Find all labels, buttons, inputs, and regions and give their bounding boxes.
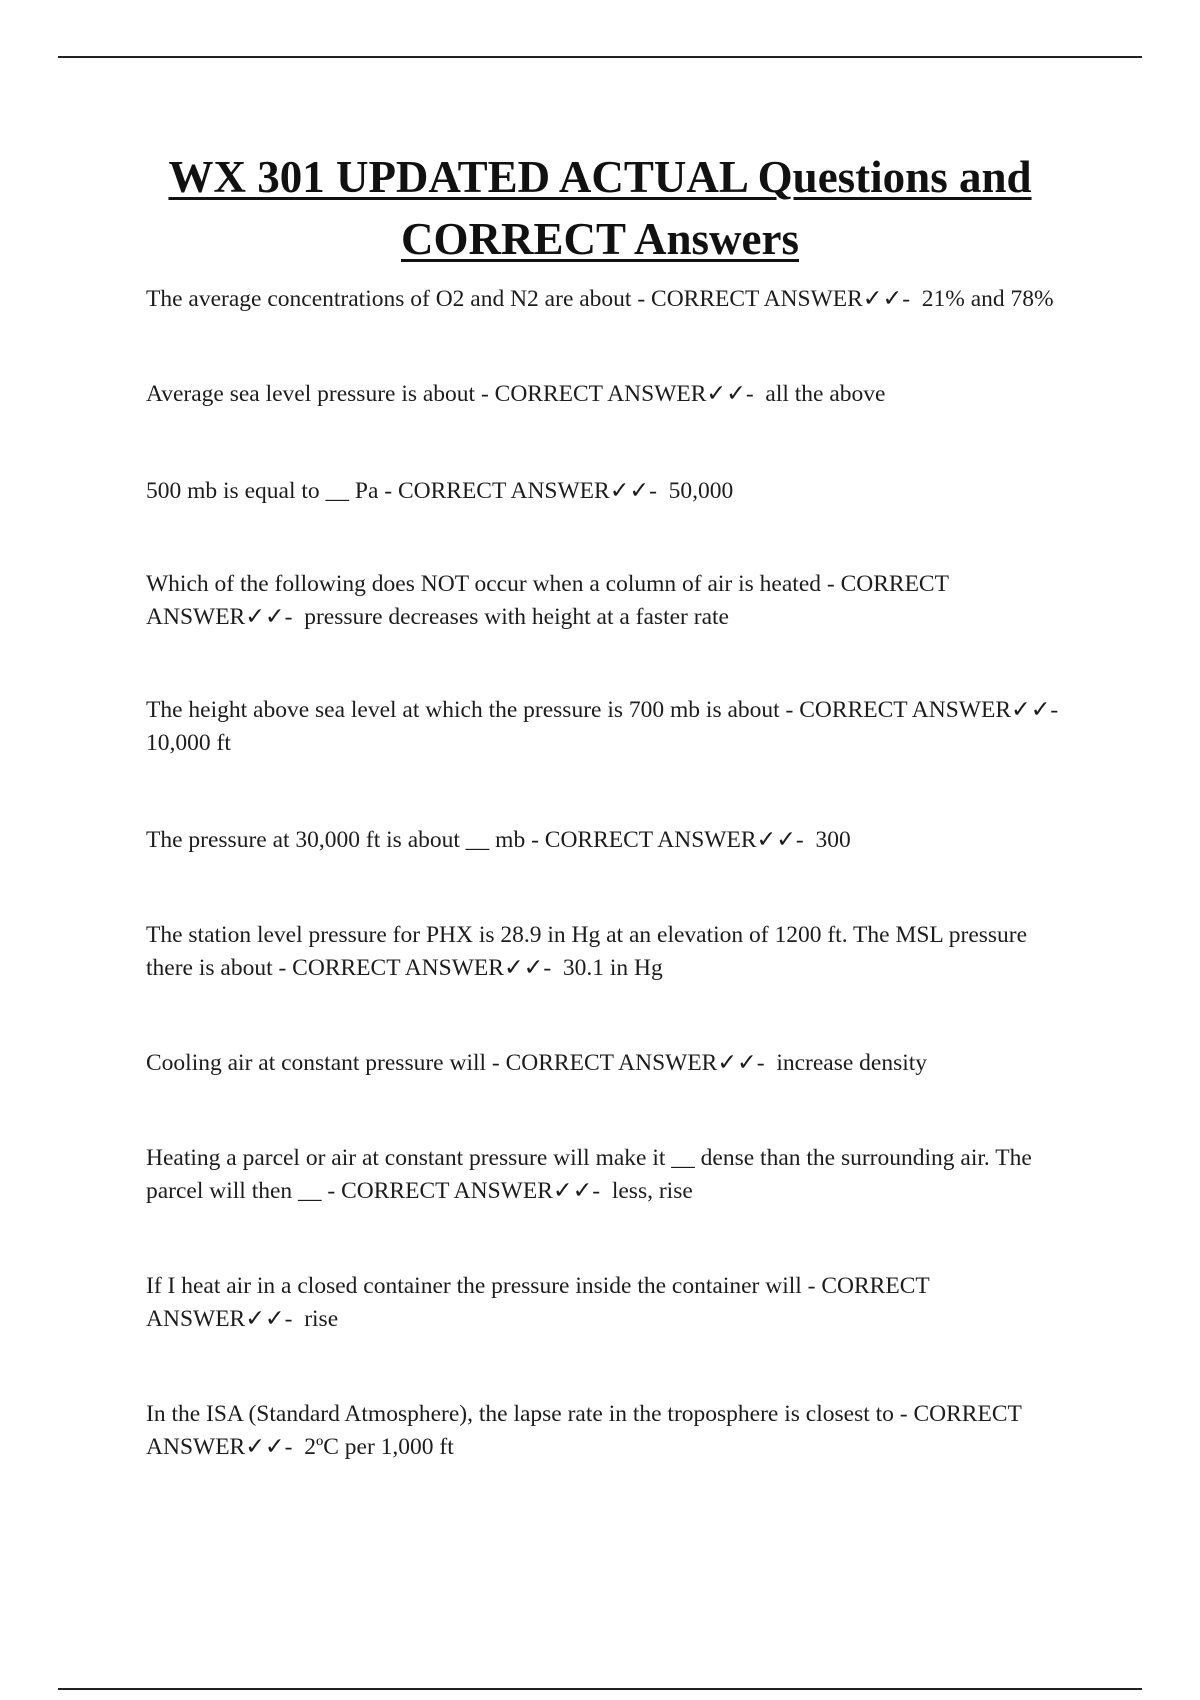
answer-text: - increase density: [756, 1050, 928, 1076]
check-marks-icon: ✓✓: [245, 1306, 285, 1332]
qa-item: [146, 1047, 1066, 1080]
check-marks-icon: ✓✓: [503, 955, 544, 981]
question-text: Cooling air at constant pressure will - CORRECT ANSWER: [146, 1050, 718, 1076]
answer-text: - 30.1 in Hg: [543, 955, 663, 981]
question-text: The height above sea level at which the pressure is 700 mb is about - CORRECT ANSWER: [146, 697, 1012, 723]
qa-list: [146, 283, 1070, 1464]
check-marks-icon: ✓✓: [717, 1050, 757, 1076]
question-text: The station level pressure for PHX is 28.9 in Hg at an elevation of 1200 ft. The MSL pressure there is about - CORRECT ANSWER: [146, 922, 1028, 981]
check-marks-icon: ✓✓: [706, 381, 746, 407]
check-marks-icon: ✓✓: [756, 827, 796, 853]
qa-item: [146, 1270, 1066, 1336]
answer-text: - 300: [795, 827, 851, 853]
question-text: Heating a parcel or air at constant pressure will make it __ dense than the surrounding air. The parcel will then __ - CORRECT ANSWER: [146, 1145, 1032, 1204]
top-rule: [58, 56, 1142, 58]
qa-item: [146, 694, 1070, 760]
qa-item: [146, 475, 1066, 508]
answer-text: - rise: [284, 1306, 339, 1332]
check-marks-icon: ✓✓: [1011, 697, 1051, 723]
answer-text: - 10,000 ft: [146, 697, 1070, 756]
bottom-rule: [58, 1688, 1142, 1690]
question-text: The pressure at 30,000 ft is about __ mb - CORRECT ANSWER: [146, 827, 757, 853]
qa-item: [146, 568, 1066, 634]
document-title: WX 301 UPDATED ACTUAL Questions and CORRECT Answers: [168, 152, 1032, 264]
answer-text: - all the above: [745, 381, 886, 407]
question-text: Average sea level pressure is about - CORRECT ANSWER: [146, 381, 707, 407]
answer-text: - less, rise: [592, 1178, 693, 1204]
check-marks-icon: ✓✓: [245, 1434, 285, 1460]
check-marks-icon: ✓✓: [552, 1178, 593, 1204]
question-text: In the ISA (Standard Atmosphere), the lapse rate in the troposphere is closest to - CORRECT ANSWER: [146, 1401, 1022, 1460]
question-text: The average concentrations of O2 and N2 are about - CORRECT ANSWER: [146, 286, 863, 312]
check-marks-icon: ✓✓: [609, 478, 650, 504]
answer-text: - 50,000: [649, 478, 734, 504]
qa-item: [146, 283, 1066, 316]
answer-text: - 2ºC per 1,000 ft: [284, 1434, 454, 1460]
check-marks-icon: ✓✓: [245, 604, 285, 630]
qa-item: [146, 824, 1066, 857]
answer-text: - 21% and 78%: [902, 286, 1054, 312]
question-text: If I heat air in a closed container the pressure inside the container will - CORRECT ANSWER: [146, 1273, 930, 1332]
qa-item: [146, 919, 1066, 985]
qa-item: [146, 1398, 1066, 1464]
question-text: 500 mb is equal to __ Pa - CORRECT ANSWER: [146, 478, 610, 504]
check-marks-icon: ✓✓: [862, 286, 903, 312]
qa-item: [146, 1142, 1066, 1208]
question-text: Which of the following does NOT occur when a column of air is heated - CORRECT ANSWER: [146, 571, 949, 630]
qa-item: [146, 378, 1066, 411]
answer-text: - pressure decreases with height at a faster rate: [284, 604, 729, 630]
